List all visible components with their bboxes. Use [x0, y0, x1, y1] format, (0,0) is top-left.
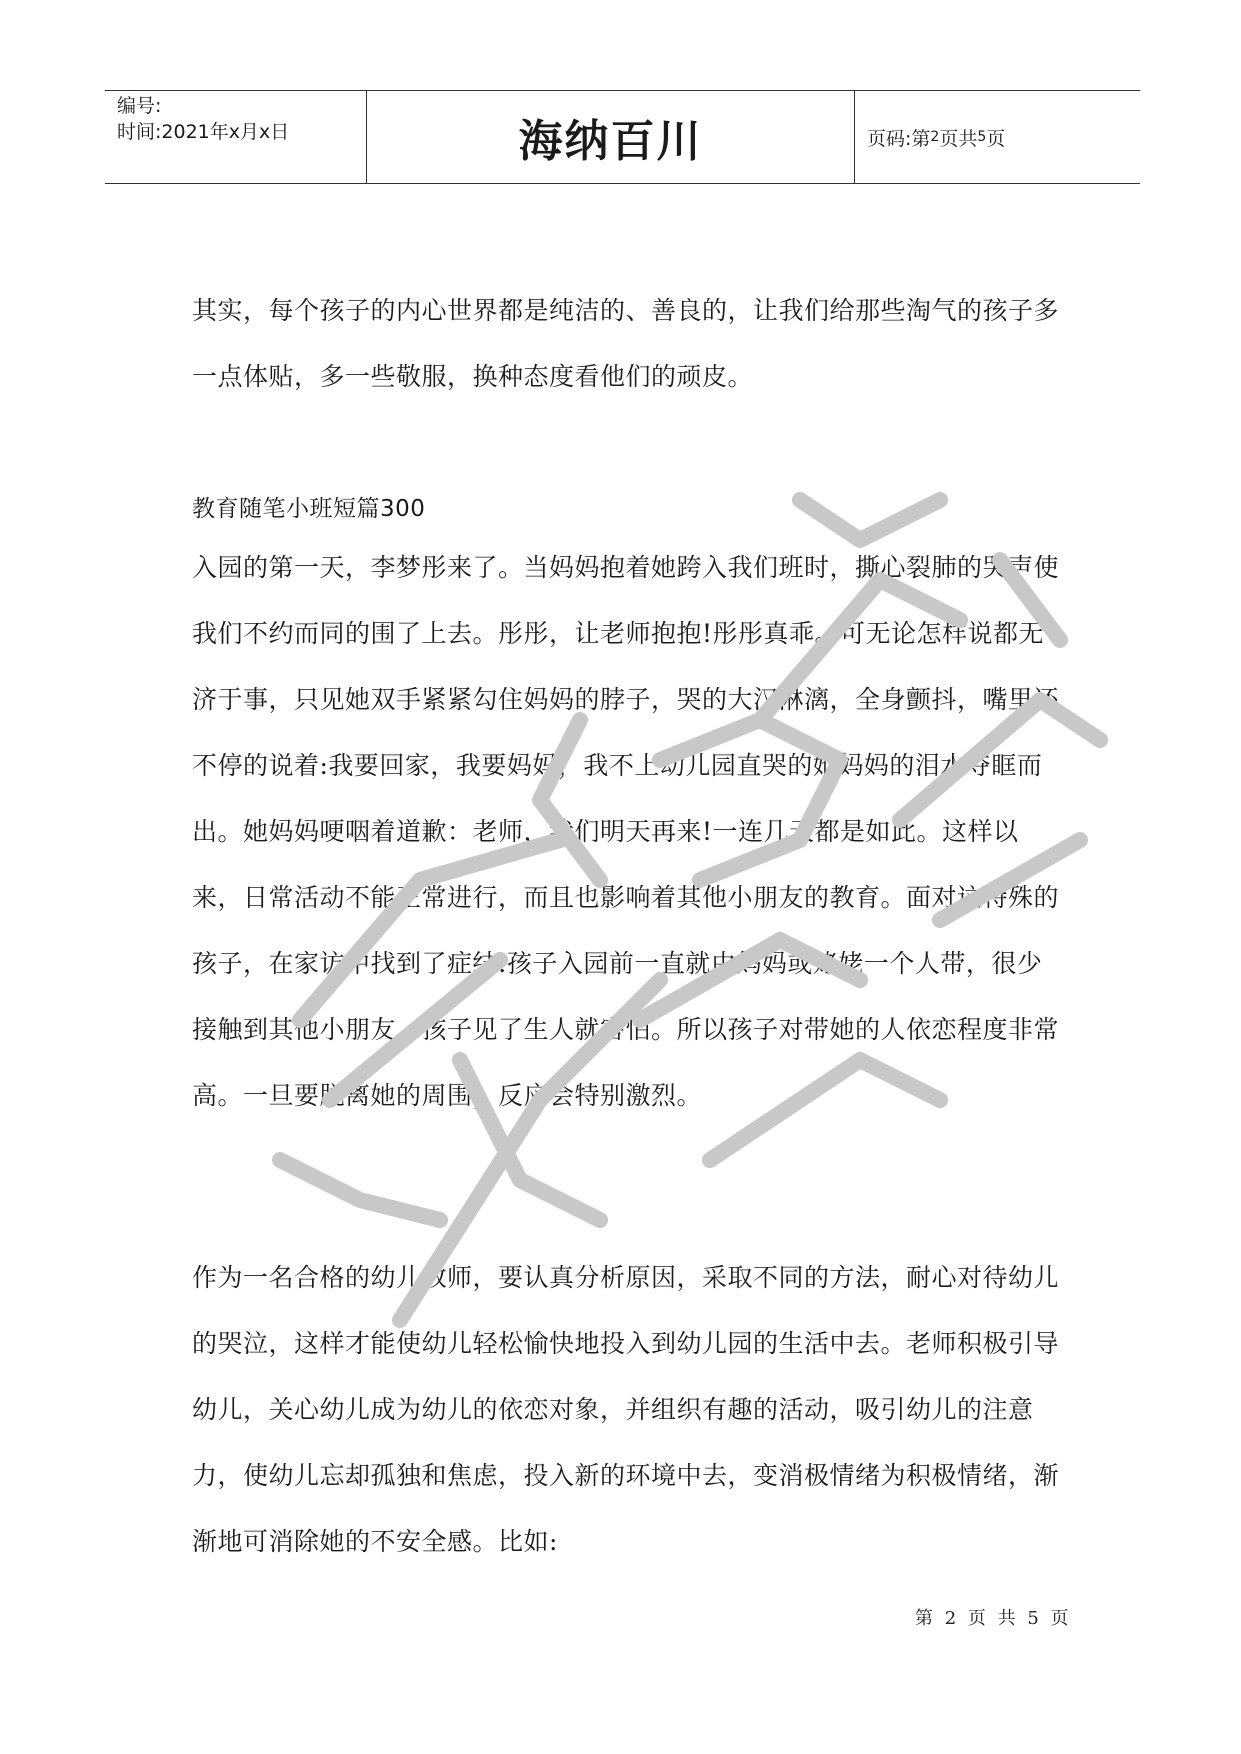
number-label: 编号: — [117, 95, 162, 117]
page-num: 2 — [930, 129, 940, 145]
page-footer: 第 2 页 共 5 页 — [915, 1608, 1072, 1629]
watermark-stroke — [280, 1160, 440, 1220]
page-mid: 页共 — [939, 127, 978, 150]
header-title: 海纳百川 — [367, 91, 855, 183]
paragraph-3: 作为一名合格的幼儿教师，要认真分析原因，采取不同的方法，耐心对待幼儿的哭泣，这样才能使幼儿轻松愉快地投入到幼儿园的生活中去。老师积极引导幼儿，关心幼儿成为幼儿的依恋对象，并组织有趣的活动，吸引幼儿的注意力，使幼儿忘却孤独和焦虑，投入新的环境中去，变消极情绪为积极情绪，渐渐地可消除她的不安全感。比如: — [192, 1263, 1060, 1556]
section-title: 教育随笔小班短篇300 — [192, 496, 426, 522]
header-table — [105, 90, 1140, 184]
paragraph-1: 其实，每个孩子的内心世界都是纯洁的、善良的，让我们给那些淘气的孩子多一点体贴，多一些敬服，换种态度看他们的顽皮。 — [192, 296, 1060, 391]
page-suffix: 页 — [986, 127, 1006, 150]
header-meta — [105, 91, 367, 183]
page-prefix: 页码:第 — [867, 127, 931, 150]
time-label: 时间:2021年x月x日 — [117, 121, 290, 143]
page-total: 5 — [977, 129, 987, 145]
header-page-info — [855, 91, 1140, 183]
paragraph-2: 入园的第一天，李梦彤来了。当妈妈抱着她跨入我们班时，撕心裂肺的哭声使我们不约而同的围了上去。彤彤，让老师抱抱!彤彤真乖。可无论怎样说都无济于事，只见她双手紧紧勾住妈妈的脖子，哭的大汉淋漓，全身颤抖，嘴里还不停的说着:我要回家，我要妈妈，我不上幼儿园直哭的她妈妈的泪水夺眶而出。她妈妈哽咽着道歉：老师，我们明天再来!一连几天都是如此。这样以来，日常活动不能正常进行，而且也影响着其他小朋友的教育。面对这特殊的孩子，在家访中找到了症结:孩子入园前一直就由妈妈或姥姥一个人带，很少接触到其他小朋友，孩子见了生人就害怕。所以孩子对带她的人依恋程度非常高。一旦要脱离她的周围，反应会特别激烈。 — [192, 553, 1060, 1110]
